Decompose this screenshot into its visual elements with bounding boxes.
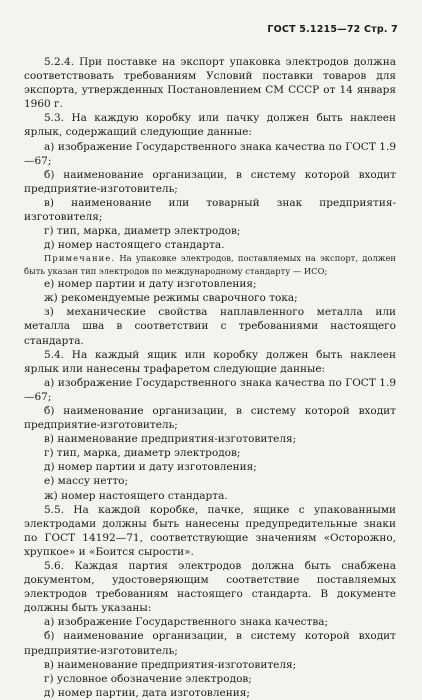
page-header: ГОСТ 5.1215—72 Стр. 7 — [267, 24, 398, 35]
paragraph: 5.3. На каждую коробку или пачку должен быть наклеен ярлык, содержащий следующие данные: — [24, 112, 396, 139]
document-body — [24, 55, 396, 700]
paragraph: ж) рекомендуемые режимы сварочного тока; — [44, 292, 298, 305]
paragraph: 5.2.4. При поставке на экспорт упаковка электродов должна соответствовать требованиям Условий поставки товаров для экспорта, утвержденных Постановлением СМ СССР от 14 января 1960 г. — [24, 56, 396, 111]
paragraph: а) изображение Государственного знака качества по ГОСТ 1.9—67; — [24, 376, 396, 403]
paragraph: г) условное обозначение электродов; — [44, 672, 252, 685]
paragraph: г) тип, марка, диаметр электродов; — [44, 225, 241, 238]
note-text: На упаковке электродов, поставляемых на экспорт, должен быть указан тип электродов по международному стандарту — ИСО; — [24, 253, 396, 276]
paragraph: в) наименование предприятия-изготовителя; — [44, 658, 297, 671]
paragraph: а) изображение Государственного знака качества по ГОСТ 1.9—67; — [24, 140, 396, 167]
paragraph: б) наименование организации, в систему которой входит предприятие-изготовитель; — [24, 168, 396, 195]
paragraph: а) изображение Государственного знака качества; — [44, 616, 329, 629]
paragraph: з) механические свойства наплавленного металла или металла шва в соответствии с требованиями настоящего стандарта. — [24, 306, 396, 347]
paragraph: е) номер партии и дату изготовления; — [44, 278, 257, 291]
note-label: Примечание. — [44, 253, 116, 264]
paragraph: г) тип, марка, диаметр электродов; — [44, 447, 241, 460]
paragraph: 5.6. Каждая партия электродов должна быть снабжена документом, удостоверяющим соответствие поставляемых электродов требованиям настоящего стандарта. В документе должны быть указаны: — [24, 560, 396, 615]
paragraph: д) номер партии, дата изготовления; — [44, 686, 250, 699]
paragraph: 5.4. На каждый ящик или коробку должен быть наклеен ярлык или нанесены трафаретом следующие данные: — [24, 348, 396, 375]
note-paragraph — [24, 252, 396, 277]
paragraph: е) массу нетто; — [44, 475, 129, 488]
paragraph: б) наименование организации, в систему которой входит предприятие-изготовитель; — [24, 630, 396, 657]
paragraph: ж) номер настоящего стандарта. — [44, 489, 228, 502]
paragraph: 5.5. На каждой коробке, пачке, ящике с упакованными электродами должны быть нанесены предупредительные знаки по ГОСТ 14192—71, соответствующие значениям «Осторожно, хрупкое» и «Боится сырости». — [24, 503, 396, 558]
paragraph: д) номер настоящего стандарта. — [44, 239, 225, 252]
paragraph: в) наименование или товарный знак предприятия-изготовителя; — [24, 196, 396, 224]
paragraph: в) наименование предприятия-изготовителя; — [44, 433, 297, 446]
paragraph: д) номер партии и дату изготовления; — [44, 461, 257, 474]
paragraph: б) наименование организации, в систему которой входит предприятие-изготовитель; — [24, 404, 396, 432]
